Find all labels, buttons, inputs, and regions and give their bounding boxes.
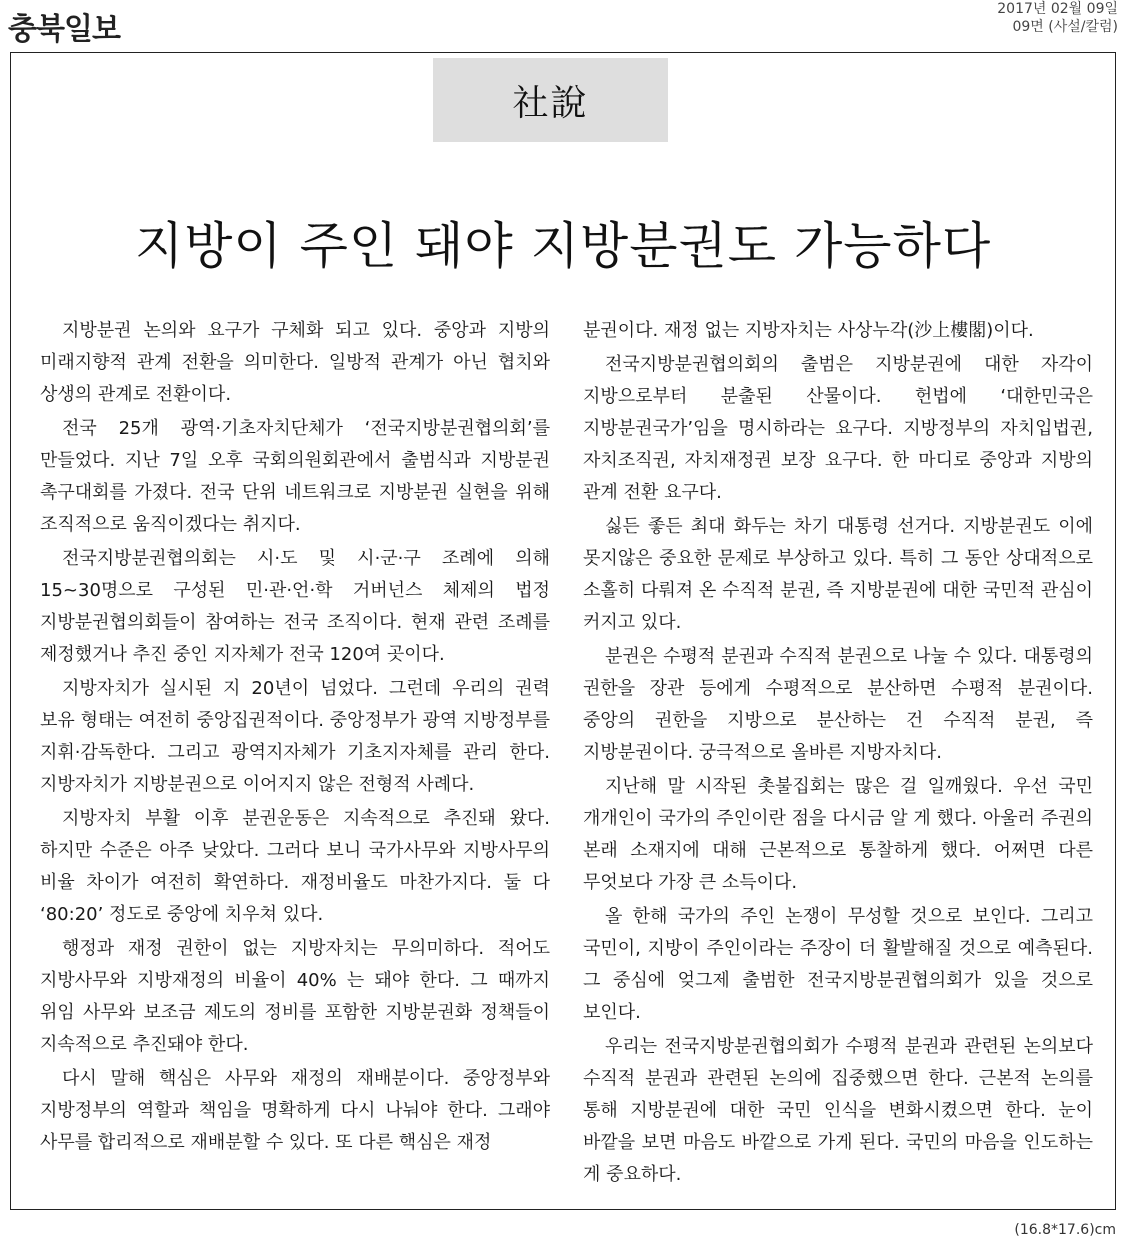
section-label: 社說 <box>433 58 668 142</box>
paragraph: 다시 말해 핵심은 사무와 재정의 재배분이다. 중앙정부와 지방정부의 역할과 책임을 명확하게 다시 나눠야 한다. 그래야 사무를 합리적으로 재배분할 수 있다. 또 다른 핵심은 재정 <box>40 1068 550 1153</box>
paragraph: 지방자치가 실시된 지 20년이 넘었다. 그런데 우리의 권력 보유 형태는 여전히 중앙집권적이다. 중앙정부가 광역 지방정부를 지휘·감독한다. 그리고 광역지자체가 기초지자체를 관리 한다. 지방자치가 지방분권으로 이어지지 않은 전형적 사례다. <box>40 678 550 795</box>
paragraph: 전국 25개 광역·기초자치단체가 ‘전국지방분권협의회’를 만들었다. 지난 7일 오후 국회의원회관에서 출범식과 지방분권 촉구대회를 가졌다. 전국 단위 네트워크로 지방분권 실현을 위해 조직적으로 움직이겠다는 취지다. <box>40 418 550 535</box>
article-column-right <box>583 315 1093 1193</box>
paragraph: 우리는 전국지방분권협의회가 수평적 분권과 관련된 논의보다 수직적 분권과 관련된 논의에 집중했으면 한다. 근본적 논의를 통해 지방분권에 대한 국민 인식을 변화시켰으면 한다. 눈이 바깥을 보면 마음도 바깥으로 가게 된다. 국민의 마음을 인도하는 게 중요하다. <box>583 1036 1093 1185</box>
publication-meta <box>997 0 1118 36</box>
paragraph: 전국지방분권협의회는 시·도 및 시·군·구 조례에 의해 15~30명으로 구성된 민·관·언·학 거버넌스 체제의 법정 지방분권협의회들이 참여하는 전국 조직이다. 현재 관련 조례를 제정했거나 추진 중인 지자체가 전국 120여 곳이다. <box>40 548 550 665</box>
article-column-left <box>40 315 550 1161</box>
page-section: 09면 (사설/칼럼) <box>1012 19 1118 35</box>
paragraph: 지난해 말 시작된 촛불집회는 많은 걸 일깨웠다. 우선 국민 개개인이 국가의 주인이란 점을 다시금 알 게 했다. 아울러 주권의 본래 소재지에 대해 근본적으로 통찰하게 했다. 어쩌면 다른 무엇보다 가장 큰 소득이다. <box>583 776 1093 893</box>
paragraph: 분권은 수평적 분권과 수직적 분권으로 나눌 수 있다. 대통령의 권한을 장관 등에게 수평적으로 분산하면 수평적 분권이다. 중앙의 권한을 지방으로 분산하는 건 수직적 분권, 즉 지방분권이다. 궁극적으로 올바른 지방자치다. <box>583 646 1093 763</box>
paragraph-continuation: 분권이다. 재정 없는 지방자치는 사상누각(沙上樓閣)이다. <box>583 320 1034 341</box>
paragraph: 싫든 좋든 최대 화두는 차기 대통령 선거다. 지방분권도 이에 못지않은 중요한 문제로 부상하고 있다. 특히 그 동안 상대적으로 소홀히 다뤄져 온 수직적 분권, 즉 지방분권에 대한 국민적 관심이 커지고 있다. <box>583 516 1093 633</box>
paragraph: 전국지방분권협의회의 출범은 지방분권에 대한 자각이 지방으로부터 분출된 산물이다. 헌법에 ‘대한민국은 지방분권국가’임을 명시하라는 요구다. 지방정부의 자치입법권, 자치조직권, 자치재정권 보장 요구다. 한 마디로 중앙과 지방의 관계 전환 요구다. <box>583 354 1093 503</box>
paragraph: 지방자치 부활 이후 분권운동은 지속적으로 추진돼 왔다. 하지만 수준은 아주 낮았다. 그러다 보니 국가사무와 지방사무의 비율 차이가 여전히 확연하다. 재정비율도 마찬가지다. 둘 다 ‘80:20’ 정도로 중앙에 치우쳐 있다. <box>40 808 550 925</box>
article-headline: 지방이 주인 돼야 지방분권도 가능하다 <box>134 217 992 275</box>
publication-date: 2017년 02월 09일 <box>997 1 1118 17</box>
clipping-size-note: (16.8*17.6)cm <box>1014 1222 1116 1238</box>
newspaper-masthead: 충북일보 <box>8 12 120 47</box>
paragraph: 행정과 재정 권한이 없는 지방자치는 무의미하다. 적어도 지방사무와 지방재정의 비율이 40% 는 돼야 한다. 그 때까지 위임 사무와 보조금 제도의 정비를 포함한 지방분권화 정책들이 지속적으로 추진돼야 한다. <box>40 938 550 1055</box>
paragraph: 올 한해 국가의 주인 논쟁이 무성할 것으로 보인다. 그리고 국민이, 지방이 주인이라는 주장이 더 활발해질 것으로 예측된다. 그 중심에 엊그제 출범한 전국지방분권협의회가 있을 것으로 보인다. <box>583 906 1093 1023</box>
paragraph: 지방분권 논의와 요구가 구체화 되고 있다. 중앙과 지방의 미래지향적 관계 전환을 의미한다. 일방적 관계가 아닌 협치와 상생의 관계로 전환이다. <box>40 320 550 405</box>
